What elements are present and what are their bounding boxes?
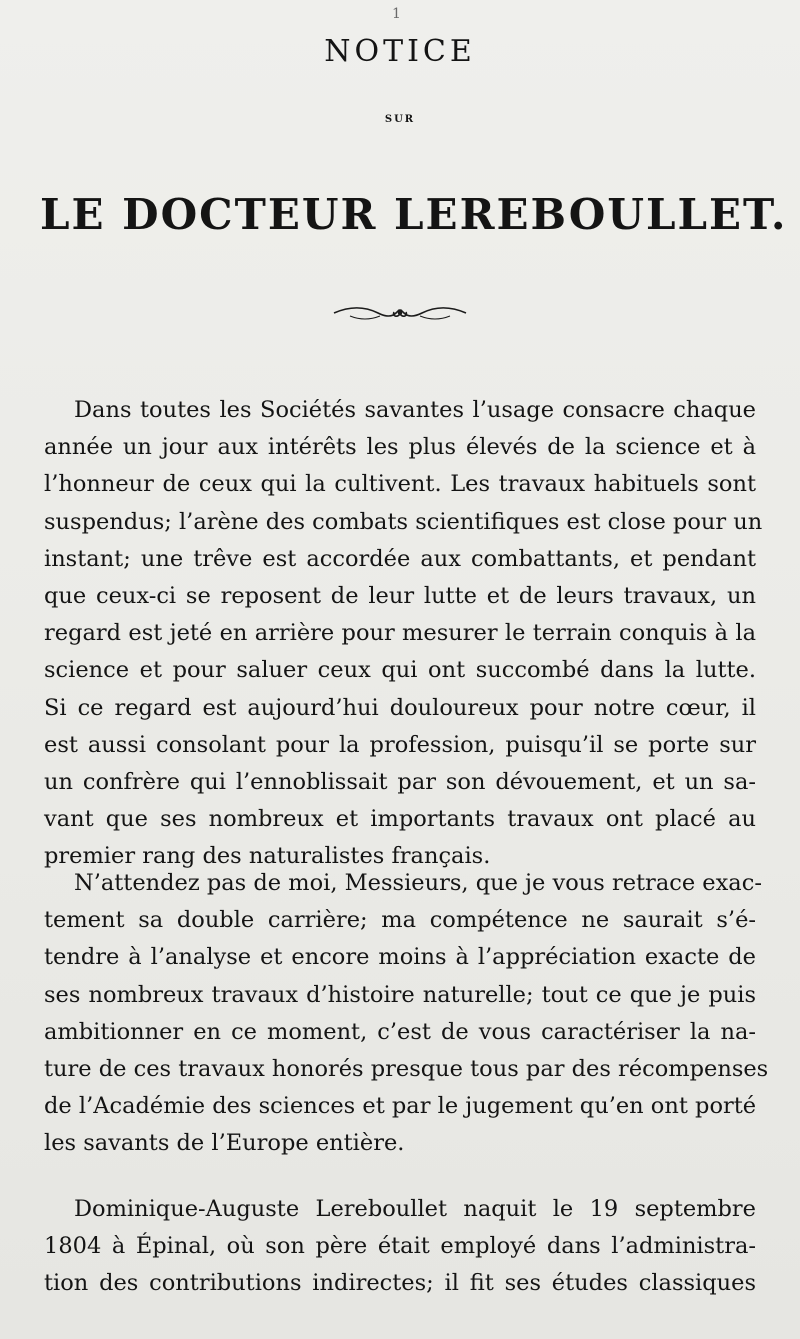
- text-line: Si ce regard est aujourd’hui douloureux pour notre cœur, il: [44, 694, 756, 721]
- paragraph-3: [44, 1191, 756, 1303]
- text-line: N’attendez pas de moi, Messieurs, que je vous retrace exac-: [74, 870, 762, 896]
- text-line: l’honneur de ceux qui la cultivent. Les travaux habituels sont: [44, 471, 756, 498]
- text-line: vant que ses nombreux et importants travaux ont placé au: [44, 806, 756, 833]
- text-line: Dans toutes les Sociétés savantes l’usage consacre chaque: [74, 397, 756, 423]
- text-line: tement sa double carrière; ma compétence ne saurait s’é-: [44, 907, 756, 934]
- text-line: premier rang des naturalistes français.: [44, 843, 491, 870]
- text-line: un confrère qui l’ennoblissait par son dévouement, et un sa-: [44, 768, 756, 795]
- heading-notice: NOTICE: [324, 34, 476, 69]
- ornament-divider-icon: [330, 302, 470, 324]
- text-line: instant; une trêve est accordée aux combattants, et pendant: [44, 545, 756, 572]
- text-line: tendre à l’analyse et encore moins à l’appréciation exacte de: [44, 944, 756, 971]
- heading-sur: SUR: [384, 114, 416, 125]
- text-line: ambitionner en ce moment, c’est de vous caractériser la na-: [44, 1018, 756, 1045]
- text-line: que ceux-ci se reposent de leur lutte et de leurs travaux, un: [44, 582, 756, 609]
- text-line: Dominique-Auguste Lereboullet naquit le 19 septembre: [74, 1196, 756, 1222]
- text-line: regard est jeté en arrière pour mesurer le terrain conquis à la: [44, 620, 756, 647]
- text-line: de l’Académie des sciences et par le jugement qu’en ont porté: [44, 1093, 757, 1120]
- text-line: tion des contributions indirectes; il fit ses études classiques: [44, 1270, 756, 1297]
- text-line: science et pour saluer ceux qui ont succombé dans la lutte.: [44, 657, 756, 684]
- text-line: ses nombreux travaux d’histoire naturelle; tout ce que je puis: [44, 981, 756, 1008]
- text-line: suspendus; l’arène des combats scientifiques est close pour un: [44, 508, 763, 535]
- text-line: année un jour aux intérêts les plus élevés de la science et à: [44, 434, 756, 461]
- text-line: les savants de l’Europe entière.: [44, 1130, 405, 1157]
- paragraph-2: [44, 865, 769, 1163]
- page-number: 1: [392, 6, 401, 22]
- page-title: LE DOCTEUR LEREBOULLET.: [40, 190, 788, 239]
- text-line: 1804 à Épinal, où son père était employé dans l’administra-: [44, 1233, 756, 1260]
- text-line: ture de ces travaux honorés presque tous par des récompenses: [44, 1055, 769, 1082]
- paragraph-1: [44, 392, 763, 875]
- text-line: est aussi consolant pour la profession, puisqu’il se porte sur: [44, 731, 756, 758]
